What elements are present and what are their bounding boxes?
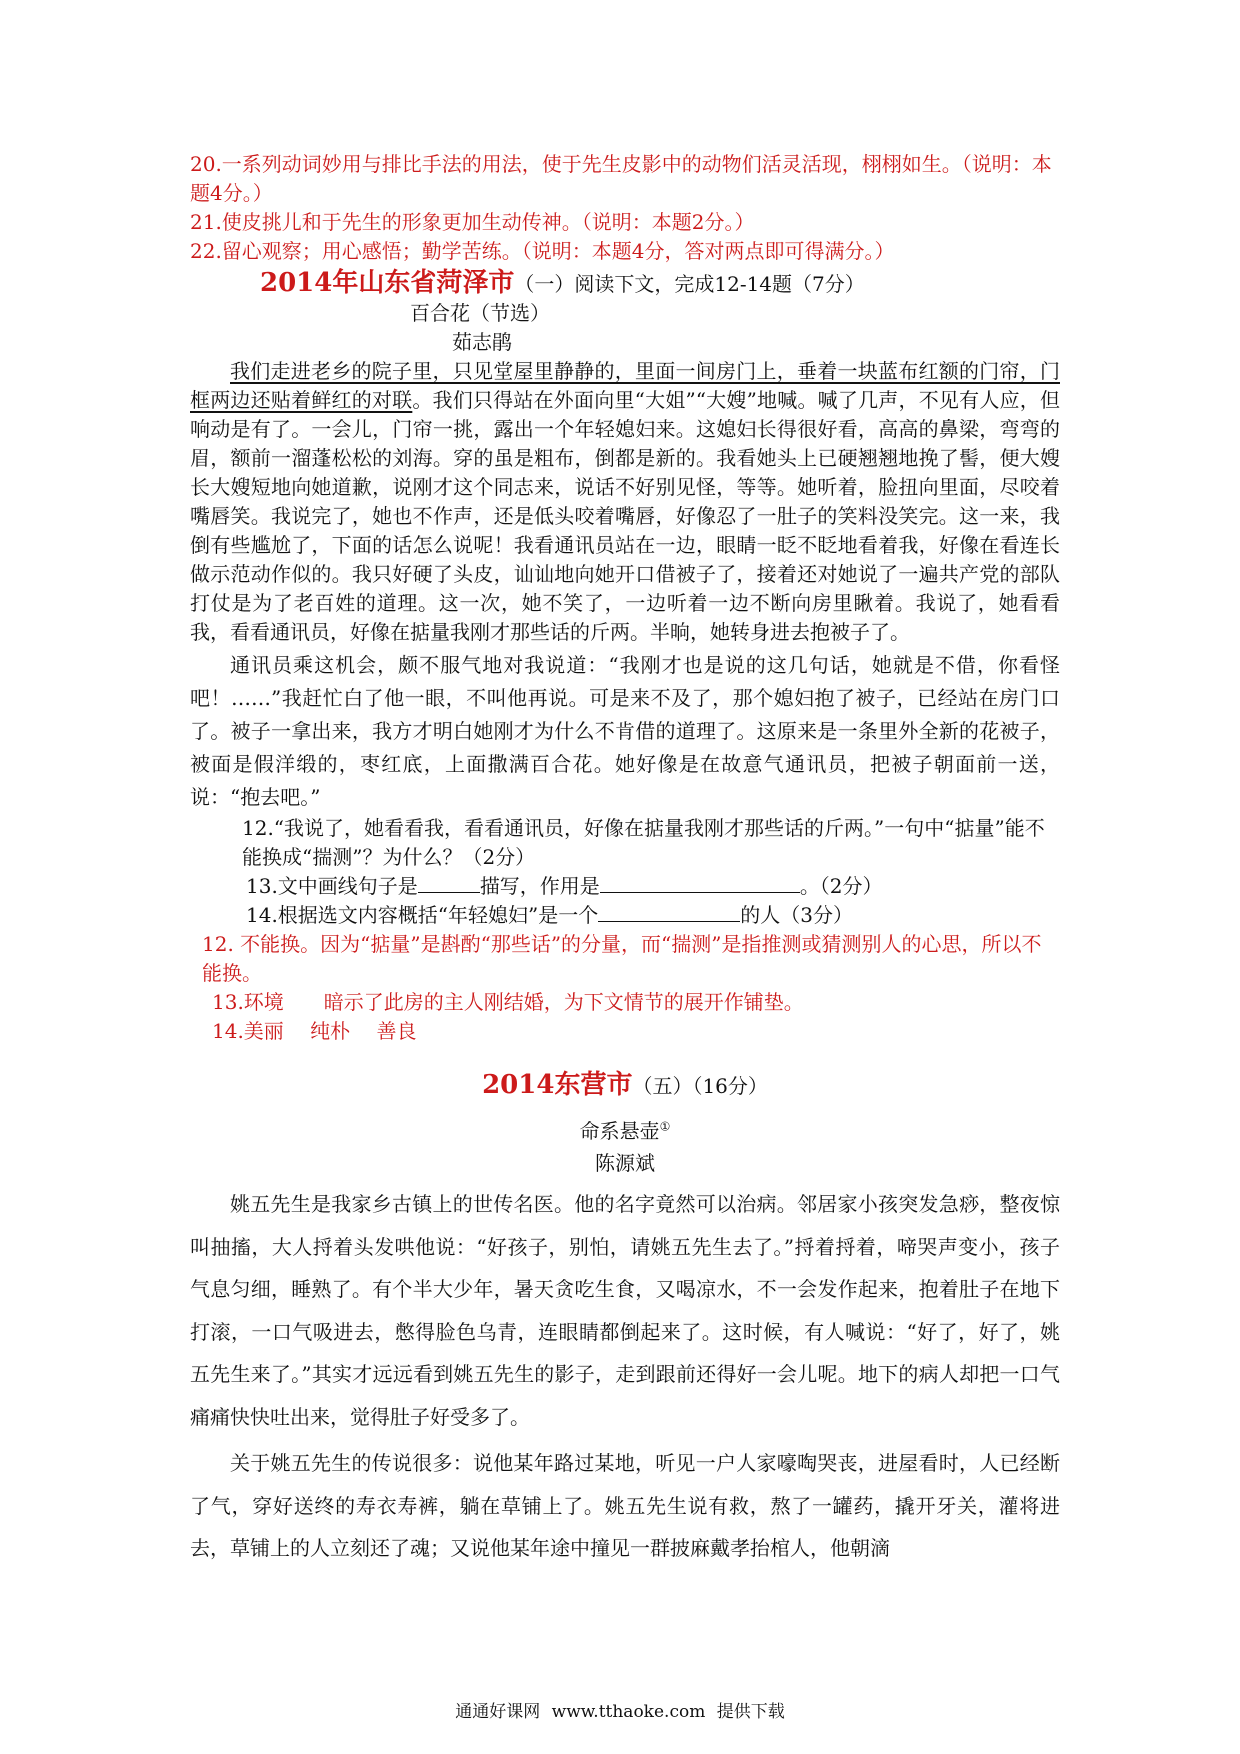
- page-content: [190, 150, 1060, 1570]
- section2-paragraph-1: 姚五先生是我家乡古镇上的世传名医。他的名字竟然可以治病。邻居家小孩突发急痧，整夜惊叫抽搐，大人捋着头发哄他说：“好孩子，别怕，请姚五先生去了。”捋着捋着，啼哭声变小，孩子气息匀细，睡熟了。有个半大少年，暑天贪吃生食，又喝凉水，不一会发作起来，抱着肚子在地下打滚，一口气吸进去，憋得脸色乌青，连眼睛都倒起来了。这时候，有人喊说：“好了，好了，姚五先生来了。”其实才远远看到姚五先生的影子，走到跟前还得好一会儿呢。地下的病人却把一口气痛痛快快吐出来，觉得肚子好受多了。: [190, 1192, 1060, 1429]
- section2-passage: [190, 1183, 1060, 1570]
- footer-url[interactable]: www.tthaoke.com: [551, 1702, 706, 1722]
- question-13-part-c: 。（2分）: [799, 874, 883, 898]
- article-title-text: 命系悬壶: [579, 1119, 660, 1143]
- section1-paragraph-2: 通讯员乘这机会，颇不服气地对我说道：“我刚才也是说的这几句话，她就是不借，你看怪吧！……”我赶忙白了他一眼，不叫他再说。可是来不及了，那个媳妇抱了被子，已经站在房门口了。被子一拿出来，我方才明白她刚才为什么不肯借的道理了。这原来是一条里外全新的花被子，被面是假洋缎的，枣红底，上面撒满百合花。她好像是在故意气通讯员，把被子朝面前一送，说：“抱去吧。”: [190, 653, 1060, 809]
- section1-heading: 2014年山东省菏泽市: [260, 268, 515, 298]
- answer-blank[interactable]: [600, 874, 800, 893]
- section2-author: 陈源斌: [595, 1151, 655, 1175]
- section1-author: 茹志鹃: [452, 330, 512, 354]
- section1-heading-line: [190, 268, 1060, 299]
- section2-heading: 2014东营市: [482, 1070, 633, 1100]
- answer-20: 20.一系列动词妙用与排比手法的用法，使于先生皮影中的动物们活灵活现，栩栩如生。（说明：本题4分。）: [190, 152, 1052, 205]
- answer-22: 22.留心观察；用心感悟；勤学苦练。（说明：本题4分，答对两点即可得满分。）: [190, 239, 895, 263]
- question-12: 12.“我说了，她看看我，看看通讯员，好像在掂量我刚才那些话的斤两。”一句中“掂量”能不能换成“揣测”？为什么？（2分）: [242, 816, 1045, 869]
- question-13-part-b: 描写，作用是: [479, 874, 600, 898]
- section1-passage: [190, 357, 1060, 814]
- answer-blank[interactable]: [418, 874, 480, 893]
- section1-article-title: 百合花（节选）: [410, 301, 550, 325]
- underlined-sentence: 我们走进老乡的院子里，只见堂屋里静静的，里面一间房门上，垂着一块蓝布红额的门帘，门框两边还贴着鲜红的对联: [190, 359, 1060, 412]
- answer-21: 21.使皮挑儿和于先生的形象更加生动传神。（说明：本题2分。）: [190, 210, 755, 234]
- footer-note: 提供下载: [716, 1702, 785, 1722]
- section2-heading-line: [190, 1068, 1060, 1103]
- question-14-part-b: 的人（3分）: [740, 903, 853, 927]
- question-14: [190, 901, 1060, 930]
- question-13-part-a: 13.文中画线句子是: [246, 874, 418, 898]
- section2-article-title: [190, 1115, 1060, 1147]
- paragraph-1-text: 。我们只得站在外面向里“大姐”“大嫂”地喊。喊了几声，不见有人应，但响动是有了。一会儿，门帘一挑，露出一个年轻媳妇来。这媳妇长得很好看，高高的鼻梁，弯弯的眉，额前一溜蓬松松的刘海。穿的虽是粗布，倒都是新的。我看她头上已硬翘翘地挽了髻，便大嫂长大嫂短地向她道歉，说刚才这个同志来，说话不好别见怪，等等。她听着，脸扭向里面，尽咬着嘴唇笑。我说完了，她也不作声，还是低头咬着嘴唇，好像忍了一肚子的笑料没笑完。这一来，我倒有些尴尬了，下面的话怎么说呢！我看通讯员站在一边，眼睛一眨不眨地看着我，好像在看连长做示范动作似的。我只好硬了头皮，讪讪地向她开口借被子了，接着还对她说了一遍共产党的部队打仗是为了老百姓的道理。这一次，她不笑了，一边听着一边不断向房里瞅着。我说了，她看看我，看看通讯员，好像在掂量我刚才那些话的斤两。半晌，她转身进去抱被子了。: [190, 388, 1060, 644]
- answer-13: 13.环境 暗示了此房的主人刚结婚，为下文情节的展开作铺垫。: [212, 990, 804, 1014]
- footer-site-name: 通通好课网: [455, 1702, 541, 1722]
- section2-instruction: （五）（16分）: [632, 1074, 768, 1098]
- question-14-part-a: 14.根据选文内容概括“年轻媳妇”是一个: [246, 903, 599, 927]
- section1-paragraph-1: [190, 357, 1060, 647]
- footnote-mark: ①: [659, 1119, 671, 1134]
- section1-instruction: （一）阅读下文，完成12-14题（7分）: [514, 272, 865, 296]
- answer-blank[interactable]: [598, 903, 740, 922]
- page-footer: [0, 1700, 1240, 1724]
- question-13: [190, 872, 1060, 901]
- answer-14: 14.美丽 纯朴 善良: [212, 1019, 417, 1043]
- answer-12: 12. 不能换。因为“掂量”是斟酌“那些话”的分量，而“揣测”是指推测或猜测别人的心思，所以不能换。: [202, 932, 1042, 985]
- section2-paragraph-2: 关于姚五先生的传说很多：说他某年路过某地，听见一户人家嚎啕哭丧，进屋看时，人已经断了气，穿好送终的寿衣寿裤，躺在草铺上了。姚五先生说有救，熬了一罐药，撬开牙关，灌将进去，草铺上的人立刻还了魂；又说他某年途中撞见一群披麻戴孝抬棺人，他朝滴: [190, 1451, 1060, 1560]
